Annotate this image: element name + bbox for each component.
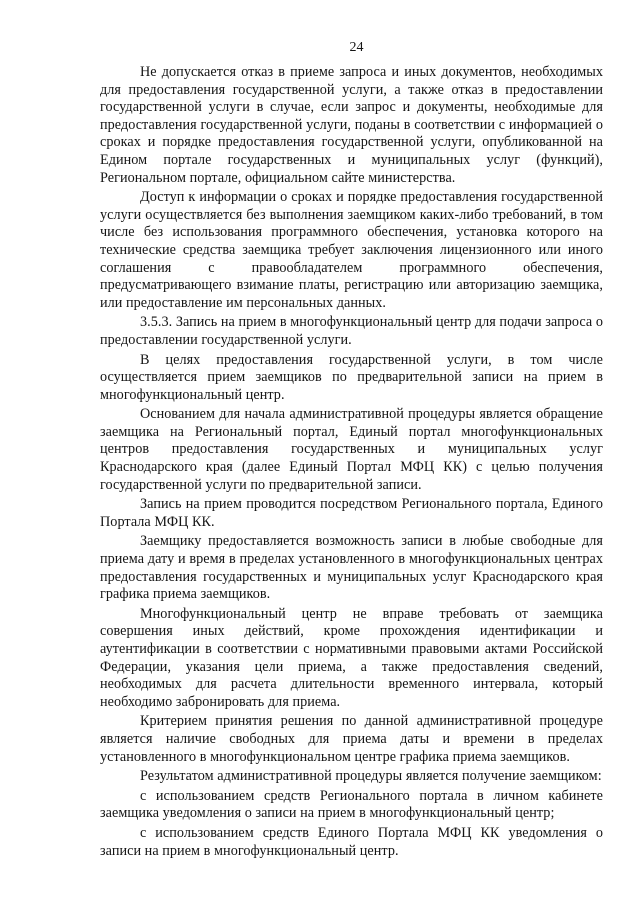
paragraph-appointment-purpose: В целях предоставления государственной услуги, в том числе осуществляется прием заемщиков по предварительной записи на прием в многофункциональный центр. [100, 351, 603, 403]
paragraph-information-access: Доступ к информации о сроках и порядке предоставления государственной услуги осуществляется без выполнения заемщиком каких-либо требований, в том числе без использования программного обеспечения, установка которого на технические средства заемщика требует заключения лицензионного или иного соглашения с правообладателем программного обеспечения, предусматривающего взимание платы, регистрацию или авторизацию заемщика, или предоставление им персональных данных. [100, 189, 603, 311]
paragraph-procedure-result: Результатом административной процедуры является получение заемщиком: [140, 768, 602, 785]
paragraph-refusal-prohibition: Не допускается отказ в приеме запроса и иных документов, необходимых для предоставления государственной услуги, а также отказ в предоставлении государственной услуги в случае, если запрос и документы, необходимые для предоставления государственной услуги, поданы в соответствии с информацией о сроках и порядке предоставления государственной услуги, опубликованной на Едином портале государственных и муниципальных услуг (функций), Региональном портале, официальном сайте министерства. [100, 64, 603, 186]
page-number: 24 [349, 40, 364, 55]
paragraph-regional-portal-notice: с использованием средств Регионального портала в личном кабинете заемщика уведомления о записи на прием в многофункциональный центр; [100, 787, 603, 822]
paragraph-decision-criterion: Критерием принятия решения по данной административной процедуре является наличие свободных для приема даты и времени в пределах установленного в многофункциональном центре графика приема заемщиков. [100, 713, 603, 765]
paragraph-mfc-requirements: Многофункциональный центр не вправе требовать от заемщика совершения иных действий, кроме прохождения идентификации и аутентификации в соответствии с нормативными правовыми актами Российской Федерации, указания цели приема, а также предоставления сведений, необходимых для расчета длительности временного интервала, который необходимо забронировать для приема. [100, 605, 603, 710]
paragraph-procedure-basis: Основанием для начала административной процедуры является обращение заемщика на Региональный портал, Единый портал многофункциональных центров предоставления государственных и муниципальных услуг Краснодарского края (далее Единый Портал МФЦ КК) с целью получения государственной услуги по предварительной записи. [100, 406, 603, 493]
paragraph-mfc-portal-notice: с использованием средств Единого Портала МФЦ КК уведомления о записи на прием в многофункциональный центр. [100, 824, 603, 859]
paragraph-booking-options: Заемщику предоставляется возможность записи в любые свободные для приема дату и время в пределах установленного в многофункциональных центрах предоставления государственных и муниципальных услуг Краснодарского края графика приема заемщиков. [100, 533, 603, 603]
paragraph-section-3-5-3: 3.5.3. Запись на прием в многофункциональный центр для подачи запроса о предоставлении государственной услуги. [100, 314, 603, 348]
paragraph-booking-method: Запись на прием проводится посредством Регионального портала, Единого Портала МФЦ КК. [100, 496, 603, 530]
document-body [100, 64, 603, 860]
